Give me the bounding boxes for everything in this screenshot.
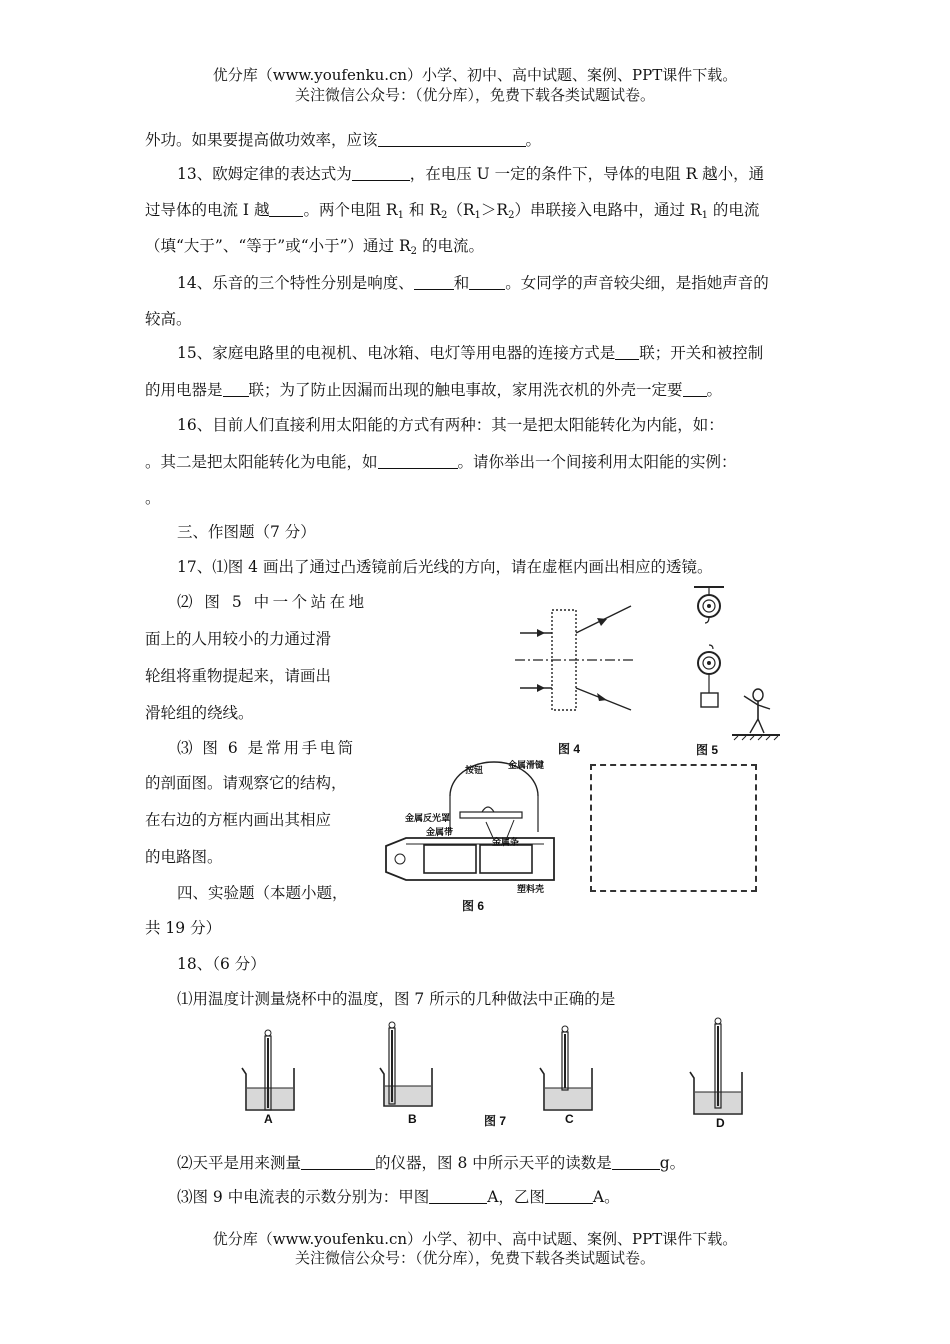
q13-line1: 13、欧姆定律的表达式为 ，在电压 U 一定的条件下，导体的电阻 R 越小，通: [177, 165, 765, 183]
page-footer-line1: 优分库（www.youfenku.cn）小学、初中、高中试题、案例、PPT课件下载。: [212, 1230, 738, 1248]
figure-6-label-strip: 金属带: [426, 827, 454, 837]
q17-3-line1: ⑶ 图 6 是常用手电筒: [177, 739, 356, 757]
q17-2-line2: 面上的人用较小的力通过滑: [145, 630, 332, 648]
blank[interactable]: [378, 453, 458, 469]
figure-6-caption: 图 6: [462, 899, 485, 913]
blank[interactable]: [545, 1188, 593, 1204]
q18-3: ⑶图 9 中电流表的示数分别为：甲图 A，乙图 A。: [177, 1188, 620, 1206]
figure-5: [688, 583, 780, 743]
figure-4-caption: 图 4: [558, 742, 581, 756]
q15-line2: 的用电器是 联；为了防止因漏而出现的触电事故，家用洗衣机的外壳一定要 。: [145, 381, 723, 399]
section-4-title: 四、实验题（本题小题，: [177, 884, 348, 902]
figure-6-label-reflector: 金属反光罩: [405, 813, 451, 823]
beaker-label-d: D: [716, 1116, 725, 1130]
figure-6-label-slider: 金属滑键: [508, 760, 545, 770]
q16-line1: 16、目前人们直接利用太阳能的方式有两种：其一是把太阳能转化为内能，如：: [177, 416, 724, 434]
figure-5-caption: 图 5: [696, 743, 719, 757]
figure-4: [515, 598, 635, 718]
q17-line1: 17、⑴图 4 画出了通过凸透镜前后光线的方向，请在虚框内画出相应的透镜。: [177, 558, 713, 576]
blank[interactable]: [615, 344, 639, 360]
section-4-title-cont: 共 19 分）: [145, 919, 222, 937]
figure-7-caption: 图 7: [484, 1114, 507, 1128]
q17-3-line4: 的电路图。: [145, 848, 223, 866]
q14-line2: 较高。: [145, 310, 192, 328]
blank[interactable]: [429, 1188, 487, 1204]
page-header-line1: 优分库（www.youfenku.cn）小学、初中、高中试题、案例、PPT课件下载。: [212, 66, 738, 84]
q14-line1: 14、乐音的三个特性分别是响度、 和 。女同学的声音较尖细，是指她声音的: [177, 274, 769, 292]
figure-7-beaker-b: [378, 1020, 438, 1112]
q18-title: 18、（6 分）: [177, 955, 266, 973]
q13-line2: 过导体的电流 I 越 。两个电阻 $R_1$ 和 $R_2(R_1>R_2)$串联接入电路中，通过 $R_1$ 的电流: [145, 201, 760, 221]
beaker-label-b: B: [408, 1112, 417, 1126]
q17-2-line4: 滑轮组的绕线。: [145, 704, 254, 722]
figure-7-beaker-d: [688, 1016, 748, 1116]
figure-6-label-bar: 金属条: [492, 837, 520, 847]
beaker-label-a: A: [264, 1112, 273, 1126]
figure-6-label-button: 按钮: [465, 765, 484, 775]
blank[interactable]: [269, 201, 303, 217]
blank[interactable]: [301, 1154, 375, 1170]
q18-1: ⑴用温度计测量烧杯中的温度，图 7 所示的几种做法中正确的是: [177, 990, 616, 1008]
q18-2: ⑵天平是用来测量 的仪器，图 8 中所示天平的读数是 g。: [177, 1154, 686, 1172]
q16-line3: 。: [145, 489, 161, 507]
page-footer-line2: 关注微信公众号：（优分库），免费下载各类试题试卷。: [294, 1249, 655, 1267]
blank[interactable]: [378, 131, 526, 147]
blank[interactable]: [612, 1154, 660, 1170]
q17-2-line1: ⑵ 图 5 中一个站在地: [177, 593, 368, 611]
answer-box-circuit[interactable]: [590, 764, 757, 892]
blank[interactable]: [469, 274, 505, 290]
q15-line1: 15、家庭电路里的电视机、电冰箱、电灯等用电器的连接方式是 联；开关和被控制: [177, 344, 764, 362]
q13-line3: （填“大于”、“等于”或“小于”）通过 $R_2$ 的电流。: [145, 237, 484, 257]
blank[interactable]: [223, 381, 249, 397]
q12-tail: 外功。如果要提高做功效率，应该 。: [145, 131, 542, 149]
blank[interactable]: [414, 274, 454, 290]
page-header-line2: 关注微信公众号：（优分库），免费下载各类试题试卷。: [294, 86, 655, 104]
figure-6-label-shell: 塑料壳: [517, 884, 545, 894]
q17-2-line3: 轮组将重物提起来，请画出: [145, 667, 332, 685]
q17-3-line3: 在右边的方框内画出其相应: [145, 811, 332, 829]
beaker-label-c: C: [565, 1112, 574, 1126]
q16-line2: 。其二是把太阳能转化为电能，如 。请你举出一个间接利用太阳能的实例：: [145, 453, 737, 471]
blank[interactable]: [352, 165, 410, 181]
blank[interactable]: [683, 381, 707, 397]
figure-7-beaker-a: [240, 1028, 300, 1116]
q17-3-line2: 的剖面图。请观察它的结构，: [145, 774, 347, 792]
section-3-title: 三、作图题（7 分）: [177, 523, 316, 541]
figure-7-beaker-c: [538, 1024, 598, 1116]
